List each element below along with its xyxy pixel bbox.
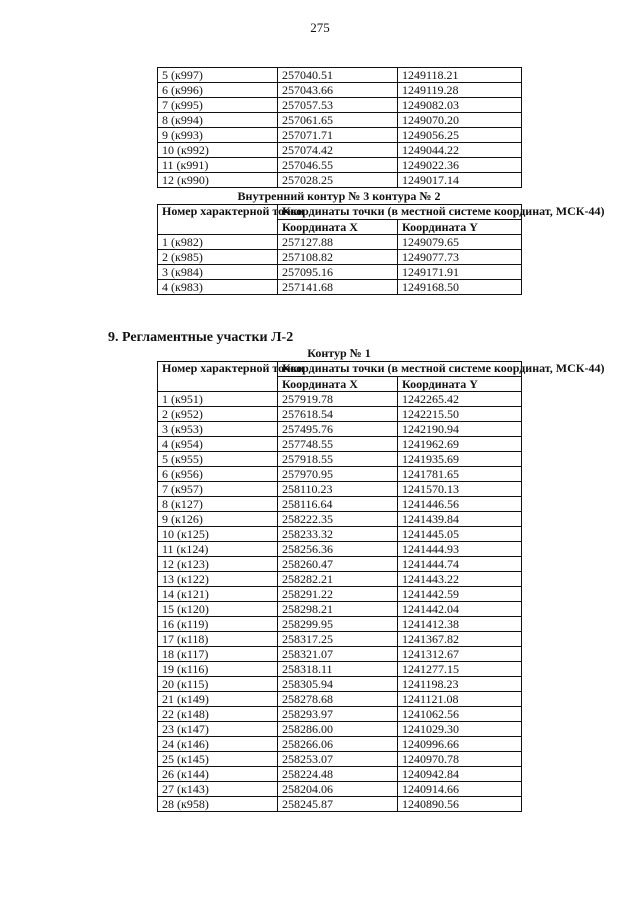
coord-x-cell: 258116.64 (278, 497, 398, 512)
coord-y-cell: 1240890.56 (398, 797, 522, 812)
point-number-cell: 1 (к982) (158, 235, 278, 250)
point-number-cell: 11 (к991) (158, 158, 278, 173)
coord-y-cell: 1241062.56 (398, 707, 522, 722)
coord-x-cell: 257108.82 (278, 250, 398, 265)
header-y: Координата Y (398, 220, 522, 235)
coord-y-cell: 1241446.56 (398, 497, 522, 512)
coord-x-cell: 257127.88 (278, 235, 398, 250)
coord-y-cell: 1249070.20 (398, 113, 522, 128)
table-row (158, 128, 522, 143)
point-number-cell: 7 (к957) (158, 482, 278, 497)
table-header-row (158, 205, 522, 220)
inner-contour-table (157, 204, 605, 295)
coord-x-cell: 257495.76 (278, 422, 398, 437)
coord-y-cell: 1249056.25 (398, 128, 522, 143)
table-body (158, 235, 522, 295)
coord-y-cell: 1249171.91 (398, 265, 522, 280)
table-row (158, 235, 522, 250)
coord-x-cell: 258299.95 (278, 617, 398, 632)
point-number-cell: 20 (к115) (158, 677, 278, 692)
coord-y-cell: 1249077.73 (398, 250, 522, 265)
coord-y-cell: 1241412.38 (398, 617, 522, 632)
point-number-cell: 6 (к996) (158, 83, 278, 98)
table-row (158, 467, 522, 482)
coord-x-cell: 257095.16 (278, 265, 398, 280)
point-number-cell: 9 (к126) (158, 512, 278, 527)
table-row (158, 158, 522, 173)
coord-y-cell: 1241367.82 (398, 632, 522, 647)
point-number-cell: 12 (к123) (158, 557, 278, 572)
inner-contour-caption: Внутренний контур № 3 контура № 2 (237, 189, 441, 203)
coord-y-cell: 1241962.69 (398, 437, 522, 452)
table-row (158, 452, 522, 467)
coord-x-cell: 257040.51 (278, 68, 398, 83)
point-number-cell: 11 (к124) (158, 542, 278, 557)
coord-y-cell: 1249082.03 (398, 98, 522, 113)
contour-1-table (157, 361, 605, 812)
table-row (158, 707, 522, 722)
point-number-cell: 2 (к952) (158, 407, 278, 422)
point-number-cell: 18 (к117) (158, 647, 278, 662)
point-number-cell: 14 (к121) (158, 587, 278, 602)
coord-x-cell: 257919.78 (278, 392, 398, 407)
coord-x-cell: 257061.65 (278, 113, 398, 128)
coord-x-cell: 258298.21 (278, 602, 398, 617)
page-number: 275 (310, 20, 330, 35)
table-row (158, 767, 522, 782)
point-number-cell: 24 (к146) (158, 737, 278, 752)
point-number-cell: 6 (к956) (158, 467, 278, 482)
section-heading: 9. Регламентные участки Л-2 (108, 330, 294, 345)
table-row (158, 722, 522, 737)
coord-x-cell: 258305.94 (278, 677, 398, 692)
coord-y-cell: 1249022.36 (398, 158, 522, 173)
header-point-number: Номер характерной точки (158, 205, 278, 235)
point-number-cell: 12 (к990) (158, 173, 278, 188)
coord-y-cell: 1241444.74 (398, 557, 522, 572)
table-header-row (158, 362, 522, 377)
point-number-cell: 25 (к145) (158, 752, 278, 767)
point-number-cell: 28 (к958) (158, 797, 278, 812)
point-number-cell: 21 (к149) (158, 692, 278, 707)
coord-x-cell: 257071.71 (278, 128, 398, 143)
coord-x-cell: 258293.97 (278, 707, 398, 722)
contour-caption: Контур № 1 (307, 346, 371, 360)
coord-y-cell: 1241198.23 (398, 677, 522, 692)
coord-y-cell: 1241445.05 (398, 527, 522, 542)
point-number-cell: 22 (к148) (158, 707, 278, 722)
coord-x-cell: 257618.54 (278, 407, 398, 422)
header-x: Координата X (278, 220, 398, 235)
table-row (158, 692, 522, 707)
table-row (158, 527, 522, 542)
coord-x-cell: 257748.55 (278, 437, 398, 452)
coord-x-cell: 257057.53 (278, 98, 398, 113)
table-row (158, 737, 522, 752)
header-y: Координата Y (398, 377, 522, 392)
table-row (158, 752, 522, 767)
point-number-cell: 8 (к127) (158, 497, 278, 512)
table-row (158, 512, 522, 527)
coord-y-cell: 1242265.42 (398, 392, 522, 407)
point-number-cell: 4 (к983) (158, 280, 278, 295)
coord-x-cell: 257918.55 (278, 452, 398, 467)
table-row (158, 83, 522, 98)
coord-x-cell: 258256.36 (278, 542, 398, 557)
point-number-cell: 15 (к120) (158, 602, 278, 617)
coord-x-cell: 258321.07 (278, 647, 398, 662)
table-row (158, 407, 522, 422)
coordinates-table-continued (157, 67, 522, 188)
table-row (158, 542, 522, 557)
coord-x-cell: 258317.25 (278, 632, 398, 647)
table-row (158, 113, 522, 128)
coord-y-cell: 1241781.65 (398, 467, 522, 482)
point-number-cell: 16 (к119) (158, 617, 278, 632)
table-header (158, 204, 605, 235)
point-number-cell: 3 (к984) (158, 265, 278, 280)
table-row (158, 557, 522, 572)
table-header (158, 361, 605, 392)
coord-x-cell: 258245.87 (278, 797, 398, 812)
coord-y-cell: 1241029.30 (398, 722, 522, 737)
point-number-cell: 3 (к953) (158, 422, 278, 437)
point-number-cell: 7 (к995) (158, 98, 278, 113)
coord-y-cell: 1241444.93 (398, 542, 522, 557)
coord-y-cell: 1241570.13 (398, 482, 522, 497)
point-number-cell: 17 (к118) (158, 632, 278, 647)
table-row (158, 482, 522, 497)
coord-y-cell: 1241442.04 (398, 602, 522, 617)
coord-y-cell: 1249079.65 (398, 235, 522, 250)
coord-x-cell: 258282.21 (278, 572, 398, 587)
table-row (158, 98, 522, 113)
coord-x-cell: 257028.25 (278, 173, 398, 188)
coord-x-cell: 257043.66 (278, 83, 398, 98)
coord-x-cell: 258233.32 (278, 527, 398, 542)
coord-x-cell: 258266.06 (278, 737, 398, 752)
header-coordinates: Координаты точки (в местной системе координат, МСК-44) (278, 362, 522, 377)
coord-x-cell: 258222.35 (278, 512, 398, 527)
coord-x-cell: 258253.07 (278, 752, 398, 767)
point-number-cell: 8 (к994) (158, 113, 278, 128)
coord-y-cell: 1241121.08 (398, 692, 522, 707)
coord-y-cell: 1241935.69 (398, 452, 522, 467)
coord-y-cell: 1241312.67 (398, 647, 522, 662)
header-x: Координата X (278, 377, 398, 392)
coord-x-cell: 258204.06 (278, 782, 398, 797)
table-row (158, 173, 522, 188)
coord-x-cell: 257046.55 (278, 158, 398, 173)
coord-y-cell: 1249044.22 (398, 143, 522, 158)
point-number-cell: 23 (к147) (158, 722, 278, 737)
table-row (158, 647, 522, 662)
table-row (158, 797, 522, 812)
table-row (158, 392, 522, 407)
coord-x-cell: 258291.22 (278, 587, 398, 602)
table-row (158, 422, 522, 437)
point-number-cell: 10 (к992) (158, 143, 278, 158)
point-number-cell: 4 (к954) (158, 437, 278, 452)
table-row (158, 617, 522, 632)
table-row (158, 250, 522, 265)
coord-x-cell: 258224.48 (278, 767, 398, 782)
header-coordinates: Координаты точки (в местной системе координат, МСК-44) (278, 205, 522, 220)
coord-x-cell: 258286.00 (278, 722, 398, 737)
point-number-cell: 26 (к144) (158, 767, 278, 782)
table-row (158, 280, 522, 295)
coord-x-cell: 258110.23 (278, 482, 398, 497)
table-row (158, 497, 522, 512)
coord-y-cell: 1240914.66 (398, 782, 522, 797)
point-number-cell: 19 (к116) (158, 662, 278, 677)
table-row (158, 587, 522, 602)
coord-y-cell: 1249118.21 (398, 68, 522, 83)
coord-y-cell: 1241443.22 (398, 572, 522, 587)
coord-y-cell: 1240970.78 (398, 752, 522, 767)
table-row (158, 602, 522, 617)
table-body (158, 68, 522, 188)
table-row (158, 572, 522, 587)
table-row (158, 677, 522, 692)
coord-y-cell: 1240996.66 (398, 737, 522, 752)
coord-y-cell: 1249017.14 (398, 173, 522, 188)
coord-y-cell: 1241439.84 (398, 512, 522, 527)
coord-x-cell: 257074.42 (278, 143, 398, 158)
point-number-cell: 13 (к122) (158, 572, 278, 587)
table-row (158, 265, 522, 280)
point-number-cell: 2 (к985) (158, 250, 278, 265)
coord-y-cell: 1242215.50 (398, 407, 522, 422)
coord-y-cell: 1249119.28 (398, 83, 522, 98)
table-row (158, 68, 522, 83)
coord-x-cell: 257141.68 (278, 280, 398, 295)
coord-x-cell: 258260.47 (278, 557, 398, 572)
table-row (158, 437, 522, 452)
point-number-cell: 9 (к993) (158, 128, 278, 143)
table-row (158, 662, 522, 677)
point-number-cell: 10 (к125) (158, 527, 278, 542)
table-body (158, 392, 522, 812)
coord-y-cell: 1242190.94 (398, 422, 522, 437)
point-number-cell: 1 (к951) (158, 392, 278, 407)
coord-x-cell: 257970.95 (278, 467, 398, 482)
header-point-number: Номер характерной точки (158, 362, 278, 392)
coord-x-cell: 258318.11 (278, 662, 398, 677)
table-row (158, 782, 522, 797)
coord-x-cell: 258278.68 (278, 692, 398, 707)
point-number-cell: 5 (к997) (158, 68, 278, 83)
point-number-cell: 5 (к955) (158, 452, 278, 467)
coord-y-cell: 1241277.15 (398, 662, 522, 677)
table-row (158, 143, 522, 158)
coord-y-cell: 1240942.84 (398, 767, 522, 782)
coord-y-cell: 1249168.50 (398, 280, 522, 295)
coord-y-cell: 1241442.59 (398, 587, 522, 602)
table-row (158, 632, 522, 647)
point-number-cell: 27 (к143) (158, 782, 278, 797)
